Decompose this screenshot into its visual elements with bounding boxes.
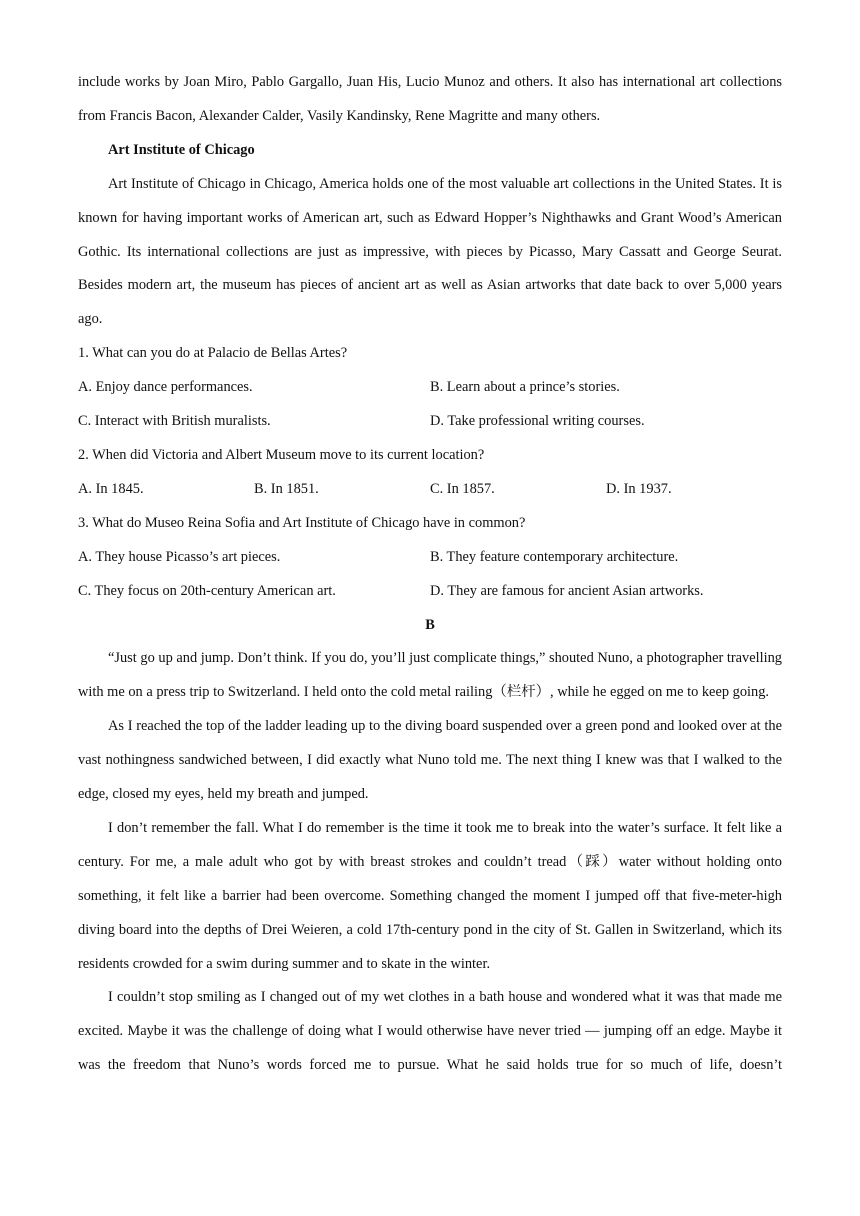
question-1-options-row-1 [78,371,782,405]
question-2-option-c: C. In 1857. [430,480,495,497]
question-3-stem: 3. What do Museo Reina Sofia and Art Institute of Chicago have in common? [78,514,526,531]
question-1-option-b: B. Learn about a prince’s stories. [430,379,620,396]
question-3-options-row-1 [78,541,782,575]
question-3-option-d: D. They are famous for ancient Asian artworks. [430,582,704,599]
question-2-option-a: A. In 1845. [78,480,144,497]
question-1-option-a: A. Enjoy dance performances. [78,379,253,396]
question-3-option-c: C. They focus on 20th-century American art. [78,582,336,599]
question-3-option-b: B. They feature contemporary architecture. [430,548,679,565]
passage-b-paragraph-4: I couldn’t stop smiling as I changed out of my wet clothes in a bath house and wondered what it was that made me excited. Maybe it was the challenge of doing what I would otherwise have never tried — jumping off an edge. Maybe it was the freedom that Nuno’s words forced me to pursue. What he said holds true for so much of life, doesn’t [78,989,782,1074]
question-1-options-row-2 [78,405,782,439]
question-3-option-a: A. They house Picasso’s art pieces. [78,548,281,565]
question-1-option-d: D. Take professional writing courses. [430,413,645,430]
question-3-options-row-2 [78,575,782,609]
passage-b-paragraph-1: “Just go up and jump. Don’t think. If you do, you’ll just complicate things,” shouted Nuno, a photographer travelling with me on a press trip to Switzerland. I held onto the cold metal railing（栏杆）, while he egged on me to keep going. [78,650,782,701]
art-institute-paragraph: Art Institute of Chicago in Chicago, America holds one of the most valuable art collections in the United States. It is known for having important works of American art, such as Edward Hopper’s Nighthawks and Grant Wood’s American Gothic. Its international collections are just as impressive, with pieces by Picasso, Mary Cassatt and George Seurat. Besides modern art, the museum has pieces of ancient art as well as Asian artworks that date back to over 5,000 years ago. [78,175,782,328]
document-page [78,66,782,1083]
question-1-option-c: C. Interact with British muralists. [78,413,271,430]
passage-b-paragraph-2: As I reached the top of the ladder leading up to the diving board suspended over a green pond and looked over at the vast nothingness sandwiched between, I did exactly what Nuno told me. The next thing I knew was that I walked to the edge, closed my eyes, held my breath and jumped. [78,718,782,803]
question-2-option-d: D. In 1937. [606,480,672,497]
question-2-options-row [78,473,782,507]
passage-b-title: B [425,616,435,633]
section-heading-art-institute: Art Institute of Chicago [108,141,255,158]
question-1-stem: 1. What can you do at Palacio de Bellas Artes? [78,345,348,362]
passage-b-paragraph-3: I don’t remember the fall. What I do remember is the time it took me to break into the water’s surface. It felt like a century. For me, a male adult who got by with breast strokes and couldn’t tread（踩）water without holding onto something, it felt like a barrier had been overcome. Something changed the moment I jumped off that five-meter-high diving board into the depths of Drei Weieren, a cold 17th-century pond in the city of St. Gallen in Switzerland, which its residents crowded for a swim during summer and to skate in the winter. [78,819,782,972]
passage-a-continued-paragraph: include works by Joan Miro, Pablo Gargallo, Juan His, Lucio Munoz and others. It also has international art collections from Francis Bacon, Alexander Calder, Vasily Kandinsky, Rene Magritte and many others. [78,74,782,124]
question-2-stem: 2. When did Victoria and Albert Museum move to its current location? [78,446,485,463]
question-2-option-b: B. In 1851. [254,480,319,497]
